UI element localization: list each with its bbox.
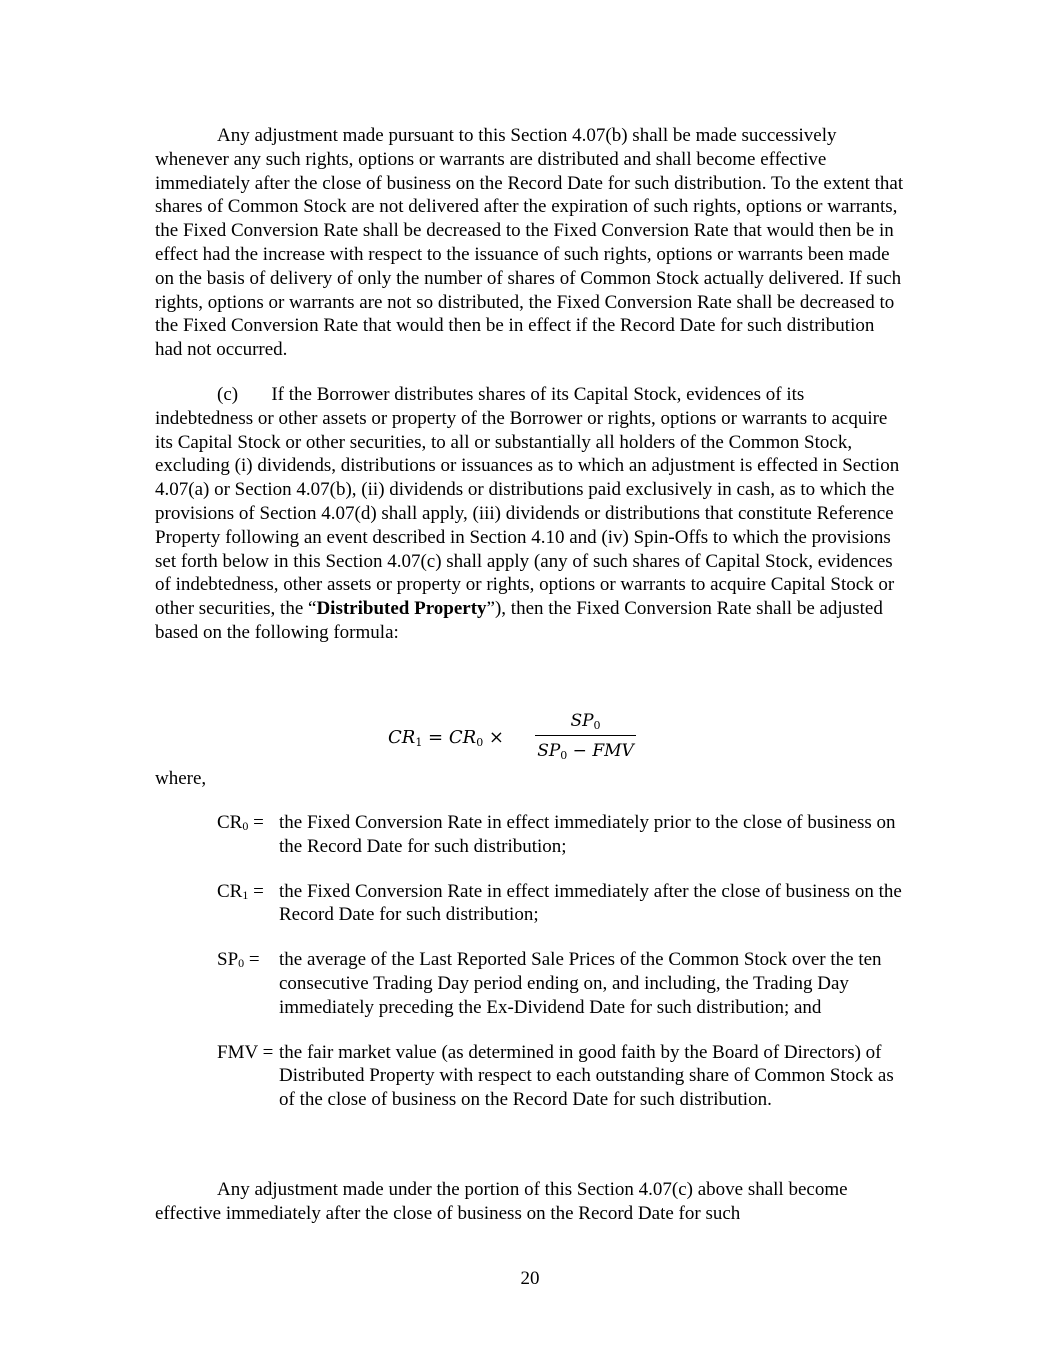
definition-term: $SP_0$ = [217,949,260,971]
page-number: 20 [520,1268,540,1289]
formula-num-sub: 0 [593,719,601,732]
document-page [155,124,905,1289]
definition-cr1 [217,880,907,928]
formula-den-sp: SP [537,741,561,761]
formula-fraction [535,708,636,764]
definition-sp0 [217,948,907,1019]
formula-equals: = [422,727,449,748]
paragraph-closing: Any adjustment made under the portion of this Section 4.07(c) above shall become effective immediately after the close of business on the Record Date for such [155,1179,848,1224]
formula-denominator [535,738,636,764]
definition-term: $CR_0$ = [217,812,264,833]
paragraph-c-text-start: If the Borrower distributes shares of its Capital Stock, evidences of its indebtedness or other assets or property of the Borrower or rights, options or warrants to acquire its Capital Stock or other securities, to all or substantially all holders of the Common Stock, excluding (i) dividends, distributions or issuances as to which an adjustment is effected in Section 4.07(a) or Section 4.07(b), (ii) dividends or distributions paid exclusively in cash, as to which the provisions of Section 4.07(d) shall apply, (iii) dividends or distributions that constitute Reference Property following an event described in Section 4.10 and (iv) Spin-Offs to which the provisions set forth below in this Section 4.07(c) shall apply (any of such shares of Capital Stock, evidences of indebtedness, other assets or property or rights, options or warrants to acquire Capital Stock or other securities, the “ [155,383,900,620]
where-label: where, [155,768,207,789]
definition-cr0 [217,811,907,859]
paragraph-adjustment-4-07b: Any adjustment made pursuant to this Section 4.07(b) shall be made successively whenever any such rights, options or warrants are distributed and shall become effective immediately after the close of business on the Record Date for such distribution. To the extent that shares of Common Stock are not delivered after the expiration of such rights, options or warrants, the Fixed Conversion Rate shall be decreased to the Fixed Conversion Rate that would then be in effect had the increase with respect to the issuance of such rights, options or warrants been made on the basis of delivery of only the number of shares of Common Stock actually delivered. If such rights, options or warrants are not so distributed, the Fixed Conversion Rate shall be decreased to the Fixed Conversion Rate that would then be in effect if the Record Date for such distribution had not occurred. [155,125,904,361]
conversion-rate-formula [155,708,905,768]
definition-text: the Fixed Conversion Rate in effect immediately after the close of business on the Record Date for such distribution; [279,880,902,926]
definition-text: the fair market value (as determined in good faith by the Board of Directors) of Distributed Property with respect to each outstanding share of Common Stock as of the close of business on the Record Date for such distribution. [279,1041,894,1111]
formula-cr1: CR [388,727,416,748]
definition-term: FMV = [217,1041,274,1063]
section-label-c: (c) [217,383,239,405]
formula-den-sub: 0 [560,749,568,762]
formula-numerator [535,708,636,734]
formula-left-side [388,726,504,755]
formula-times: × [483,727,504,748]
paragraph-section-4-07c [155,383,905,645]
formula-cr0: CR [448,727,477,748]
definition-text: the Fixed Conversion Rate in effect immediately prior to the close of business on the Record Date for such distribution; [279,812,896,857]
formula-sub-1: 1 [415,736,423,749]
definition-text: the average of the Last Reported Sale Prices of the Common Stock over the ten consecutive Trading Day period ending on, and including, the Trading Day immediately preceding the Ex-Dividend Date for such distribution; and [279,949,882,1018]
formula-fraction-bar [535,735,636,736]
defined-term-distributed-property: Distributed Property [316,598,487,620]
definitions-list [217,811,907,1133]
formula-sub-0: 0 [476,736,484,749]
formula-den-fmv: − FMV [567,741,634,761]
definition-term: $CR_1$ = [217,880,264,902]
formula-num-sp: SP [570,711,594,731]
paragraph-c-text-end: ”), then the Fixed Conversion Rate shall be adjusted based on the following formula: [155,598,883,643]
definition-fmv [217,1041,907,1112]
